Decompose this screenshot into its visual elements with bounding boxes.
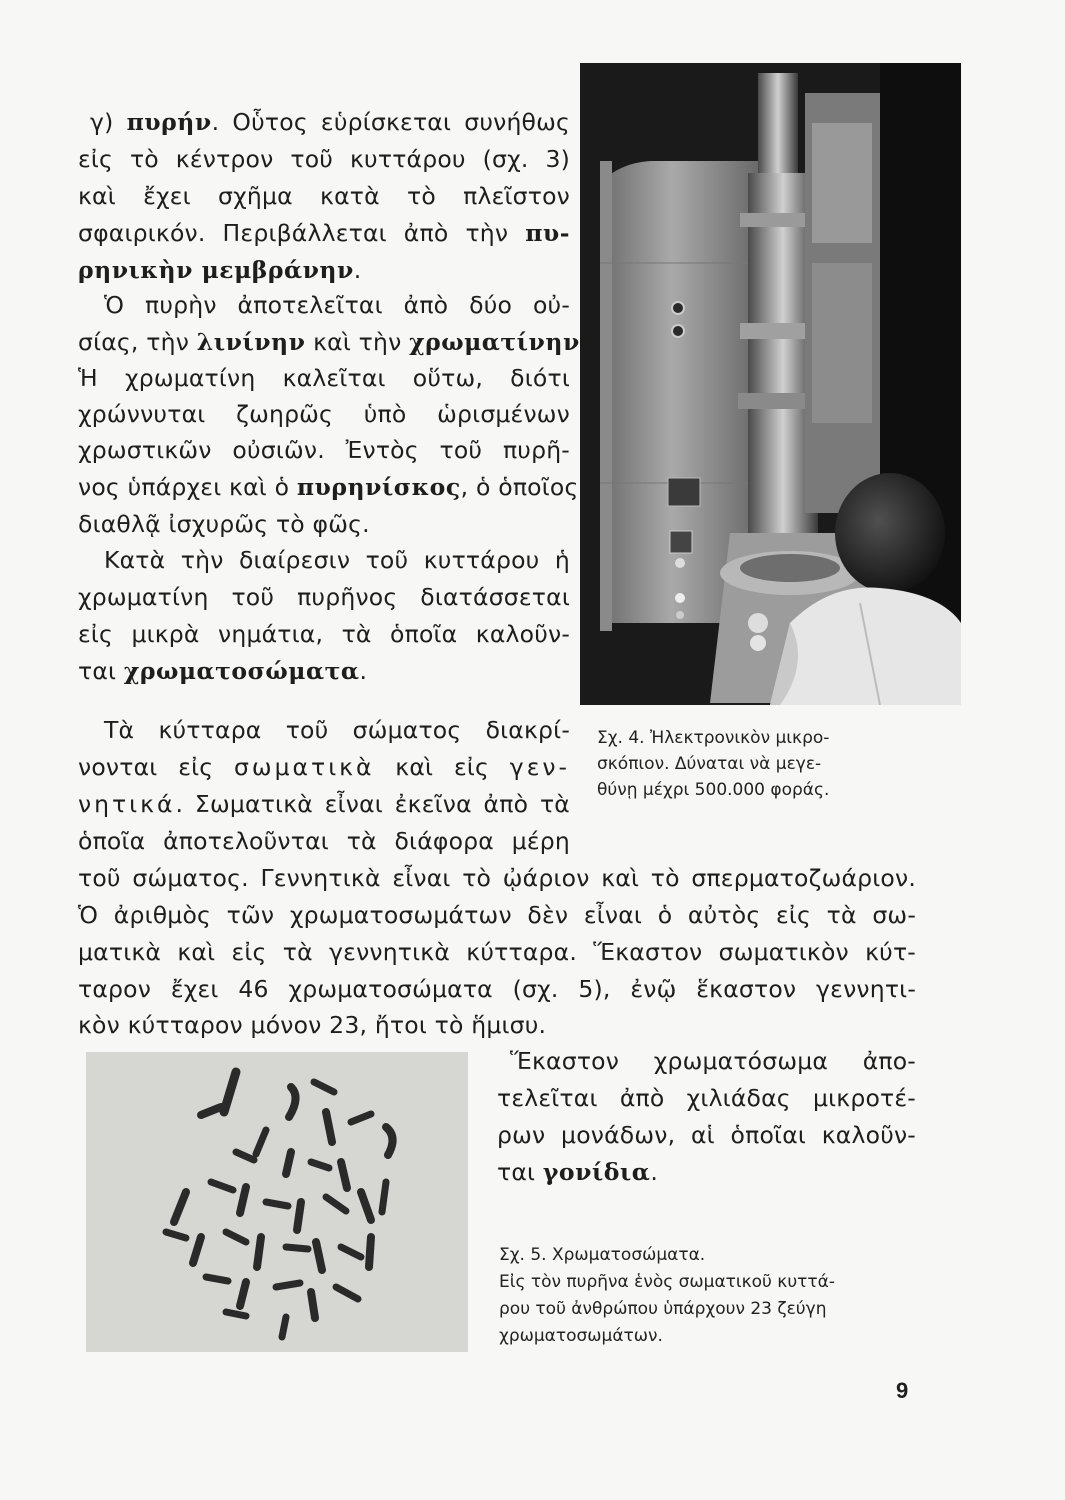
text-segment: Ἕκαστον χρωματόσωμα ἀπο- [510,1047,916,1075]
text-line [497,1084,916,1112]
caption-line: χρωματοσωμάτων. [499,1326,663,1346]
page-number: 9 [896,1378,909,1403]
text-segment: τοῦ σώματος. Γεννητικὰ εἶναι τὸ ᾠάριον καὶ τὸ σπερματοζωάριον. [78,864,916,892]
text-segment: διαθλᾷ ἰσχυρῶς τὸ φῶς. [78,510,370,538]
text-line [78,510,370,538]
caption-line: Εἰς τὸν πυρῆνα ἑνὸς σωματικοῦ κυττά- [499,1272,835,1292]
bold-term: πυ- [525,219,570,247]
text-segment: ματικὰ καὶ εἰς τὰ γεννητικὰ κύτταρα. Ἕκαστον σωματικὸν κύτ- [78,938,916,966]
bold-term: λινίνην [196,328,306,356]
caption-line: ρου τοῦ ἀνθρώπου ὑπάρχουν 23 ζεύγη [499,1299,827,1319]
text-line [78,620,570,648]
text-line [78,436,570,464]
chromosome-spread-illustration [86,1052,468,1352]
text-line [497,1158,658,1186]
electron-microscope-photo [580,63,961,705]
bold-term: ρηνικὴν μεμβράνην [78,256,354,284]
text-segment: ὁποῖα ἀποτελοῦνται τὰ διάφορα μέρη [78,827,570,855]
text-line [78,145,570,173]
caption-line: Σχ. 4. Ἠλεκτρονικὸν μικρο- [597,728,830,748]
text-segment: . [359,657,368,685]
text-segment: ταρον ἔχει 46 χρωματοσώματα (σχ. 5), ἐνῷ ἕκαστον γεννητι- [78,975,916,1003]
bold-term: γονίδια [542,1158,651,1186]
text-line [78,864,916,892]
text-line [78,901,916,929]
text-segment: χρωστικῶν οὐσιῶν. Ἐντὸς τοῦ πυρῆ- [78,436,570,464]
spaced-term: νητικά [78,790,176,818]
text-segment: καὶ τὴν [305,328,410,356]
text-segment: Ἡ χρωματίνη καλεῖται οὕτω, διότι [78,364,570,392]
text-line [78,219,570,247]
spaced-term: σωματικὰ [234,753,375,781]
text-segment: γ) [90,108,127,136]
text-segment: Τὰ κύτταρα τοῦ σώματος διακρί- [104,716,570,744]
text-line [78,657,367,685]
text-line [78,975,916,1003]
text-segment: Ὁ ἀριθμὸς τῶν χρωματοσωμάτων δὲν εἶναι ὁ αὐτὸς εἰς τὰ σω- [78,901,916,929]
text-segment: , ὁ ὁποῖος [460,473,579,501]
text-line [78,182,570,210]
text-segment: . Οὗτος εὑρίσκεται συνήθως [211,108,570,136]
text-line [78,473,579,501]
bold-term: χρωματίνην [409,328,580,356]
text-line [78,827,570,855]
text-line [78,328,580,356]
text-line [90,108,570,136]
text-segment: Κατὰ τὴν διαίρεσιν τοῦ κυττάρου ἡ [104,546,570,574]
text-line [78,938,916,966]
text-segment: . Σωματικὰ εἶναι ἐκεῖνα ἀπὸ τὰ [175,790,570,818]
text-line [497,1121,916,1149]
text-line [78,753,570,781]
text-line [78,364,570,392]
text-line [78,790,570,818]
text-segment: ται [497,1158,543,1186]
text-line [104,291,570,319]
text-segment: καὶ ἔχει σχῆμα κατὰ τὸ πλεῖστον [78,182,570,210]
caption-line: Σχ. 5. Χρωματοσώματα. [499,1245,706,1265]
text-segment: ται [78,657,124,685]
spaced-term: γεν- [509,753,570,781]
text-segment: νος ὑπάρχει καὶ ὁ [78,473,297,501]
text-line [78,256,361,284]
text-segment: χρώννυται ζωηρῶς ὑπὸ ὡρισμένων [78,400,570,428]
text-line [78,1011,546,1039]
bold-term: πυρήν [126,108,212,136]
text-segment: καὶ εἰς [374,753,510,781]
text-line [78,583,570,611]
text-segment: ρων μονάδων, αἱ ὁποῖαι καλοῦν- [497,1121,916,1149]
text-segment: . [353,256,362,284]
text-segment: κὸν κύτταρον μόνον 23, ἤτοι τὸ ἥμισυ. [78,1011,547,1039]
caption-line: θύνῃ μέχρι 500.000 φοράς. [597,780,830,800]
caption-line: σκόπιον. Δύναται νὰ μεγε- [597,754,822,774]
bold-term: πυρηνίσκος [296,473,461,501]
text-line [104,716,570,744]
text-line [510,1047,916,1075]
text-segment: εἰς τὸ κέντρον τοῦ κυττάρου (σχ. 3) [78,145,570,173]
electron-microscope-illustration [580,63,961,705]
chromosomes-micrograph [86,1052,468,1352]
text-segment: εἰς μικρὰ νημάτια, τὰ ὁποῖα καλοῦν- [78,620,570,648]
text-segment: τελεῖται ἀπὸ χιλιάδας μικροτέ- [497,1084,916,1112]
bold-term: χρωματοσώματα [123,657,360,685]
text-line [104,546,570,574]
text-segment: Ὁ πυρὴν ἀποτελεῖται ἀπὸ δύο οὐ- [104,291,570,319]
text-segment: . [650,1158,659,1186]
text-segment: χρωματίνη τοῦ πυρῆνος διατάσσεται [78,583,570,611]
text-segment: νονται εἰς [78,753,235,781]
text-segment: σίας, τὴν [78,328,197,356]
text-segment: σφαιρικόν. Περιβάλλεται ἀπὸ τὴν [78,219,526,247]
text-line [78,400,570,428]
